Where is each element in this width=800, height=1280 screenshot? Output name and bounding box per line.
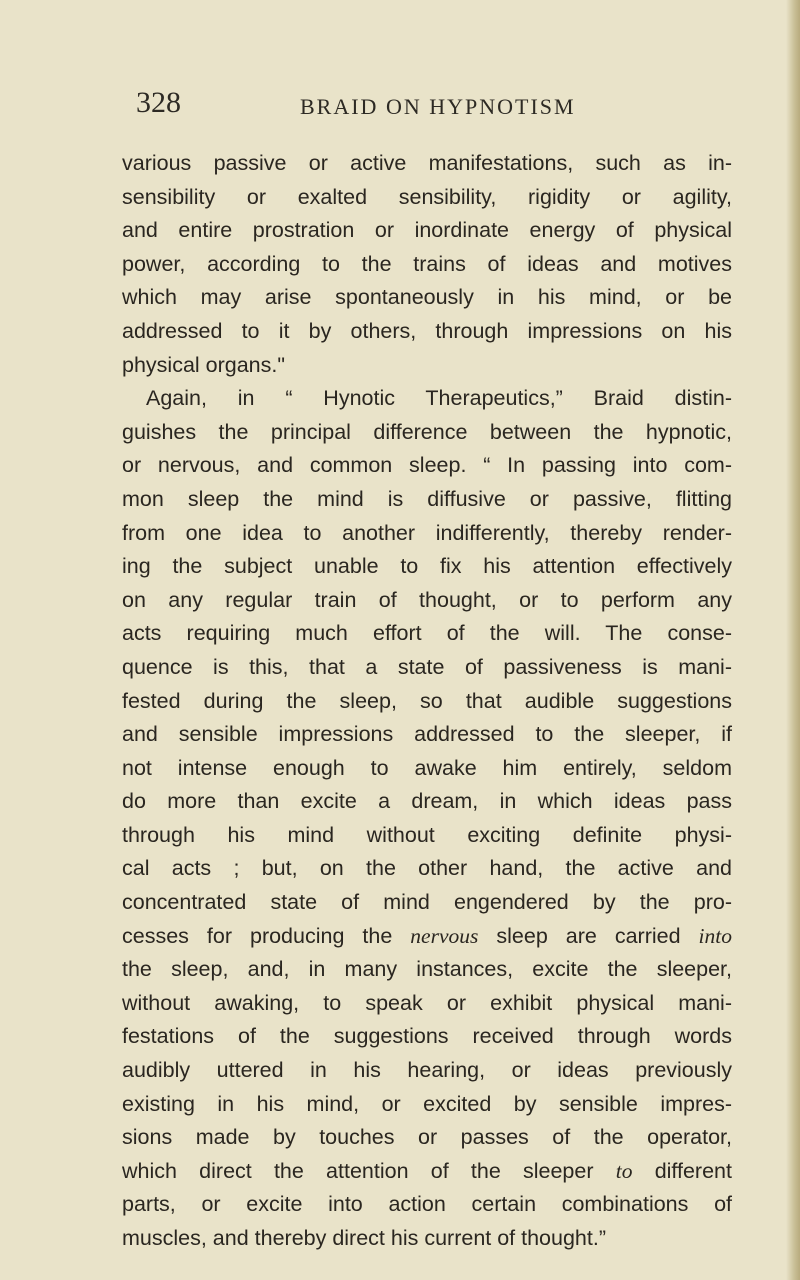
text-line: through his mind without exciting definite physi-: [122, 822, 732, 847]
text-line: do more than excite a dream, in which ideas pass: [122, 789, 732, 814]
text-line: physical organs.": [122, 352, 285, 377]
text-line: fested during the sleep, so that audible suggestions: [122, 688, 732, 713]
text-line: audibly uttered in his hearing, or ideas previously: [122, 1058, 732, 1083]
text-line: or nervous, and common sleep. “ In passing into com-: [122, 453, 732, 478]
italic-word: into: [698, 923, 732, 948]
text-line: from one idea to another indifferently, thereby render-: [122, 520, 732, 545]
italic-word: to: [615, 1158, 633, 1183]
text-line: existing in his mind, or excited by sensible impres-: [122, 1091, 732, 1116]
text-line: acts requiring much effort of the will. The conse-: [122, 621, 732, 646]
text-segment: sleep are carried: [496, 923, 681, 948]
text-line: without awaking, to speak or exhibit physical mani-: [122, 990, 732, 1015]
text-line: parts, or excite into action certain combinations of: [122, 1192, 732, 1217]
text-line: concentrated state of mind engendered by the pro-: [122, 890, 732, 915]
text-line-with-italics: [122, 1155, 732, 1189]
page-edge-shadow: [786, 0, 800, 1280]
body-text: [122, 147, 732, 1256]
text-line: various passive or active manifestations, such as in-: [122, 151, 732, 175]
text-line: mon sleep the mind is diffusive or passive, flitting: [122, 486, 732, 511]
text-line: not intense enough to awake him entirely, seldom: [122, 755, 732, 780]
text-line: and entire prostration or inordinate energy of physical: [122, 218, 732, 243]
text-line: cal acts ; but, on the other hand, the active and: [122, 856, 732, 881]
text-line: addressed to it by others, through impressions on his: [122, 318, 732, 343]
text-segment: which direct the attention of the sleeper: [122, 1158, 594, 1183]
text-line: which may arise spontaneously in his mind, or be: [122, 285, 732, 310]
text-line: power, according to the trains of ideas and motives: [122, 251, 732, 276]
text-line-with-italics: [122, 920, 732, 954]
text-line: quence is this, that a state of passiveness is mani-: [122, 654, 732, 679]
text-line: festations of the suggestions received through words: [122, 1024, 732, 1049]
text-line: the sleep, and, in many instances, excite the sleeper,: [122, 957, 732, 982]
page-header: [0, 86, 800, 126]
text-line: muscles, and thereby direct his current of thought.”: [122, 1226, 606, 1250]
running-head: BRAID ON HYPNOTISM: [300, 94, 576, 119]
text-segment: different: [654, 1158, 732, 1183]
text-line: sensibility or exalted sensibility, rigidity or agility,: [122, 184, 732, 209]
text-line: guishes the principal difference between the hypnotic,: [122, 419, 732, 444]
text-line: on any regular train of thought, or to perform any: [122, 587, 732, 612]
page-number: 328: [136, 86, 181, 119]
text-segment: cesses for producing the: [122, 923, 393, 948]
text-line: and sensible impressions addressed to the sleeper, if: [122, 722, 732, 747]
italic-word: nervous: [410, 923, 479, 948]
text-line: ing the subject unable to fix his attention effectively: [122, 554, 732, 579]
text-line: sions made by touches or passes of the operator,: [122, 1125, 732, 1150]
text-line: Again, in “ Hynotic Therapeutics,” Braid distin-: [146, 386, 732, 411]
